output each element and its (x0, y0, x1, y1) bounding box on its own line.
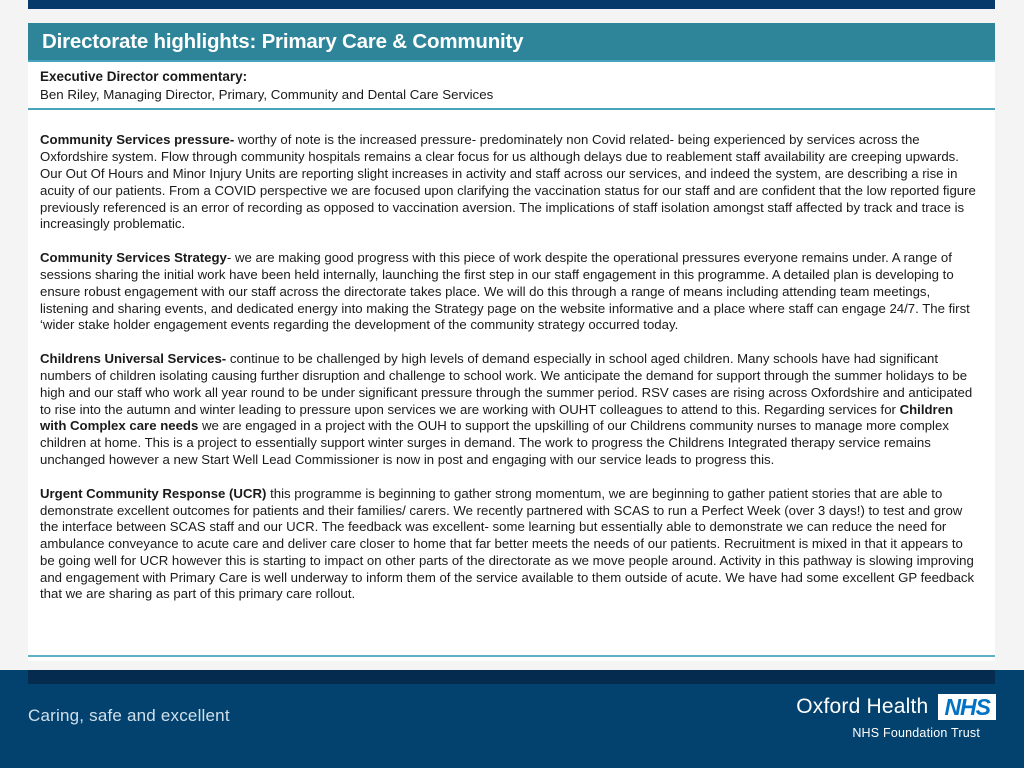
paragraph-text: worthy of note is the increased pressure- predominately non Covid related- being experienced by services across the Oxfordshire system. Flow through community hospitals remains a clear focus for us although delays due to reablement staff availability are creeping upwards. Our Out Of Hours and Minor Injury Units are reporting slight increases in activity and staff across our services, and indeed the system, are describing a rise in acuity of our patients. From a COVID perspective we are focused upon clarifying the vaccination status for our staff and are confident that the low reported figure previously referenced is an error of recording as opposed to vaccination aversion. The implications of staff isolation amongst staff affected by track and trace is increasingly problematic. (40, 132, 976, 232)
content-sheet (28, 60, 995, 661)
commentary-body (28, 110, 995, 603)
executive-commentary-block (28, 62, 995, 108)
commentary-label: Executive Director commentary: (40, 69, 248, 84)
commentary-author: Ben Riley, Managing Director, Primary, Community and Dental Care Services (40, 86, 494, 102)
paragraph-text-continued: we are engaged in a project with the OUH to support the upskilling of our Childrens community nurses to manage more complex children at home. This is a project to essentially support winter surges in demand. The work to progress the Childrens Integrated therapy service remains unchanged however a new Start Well Lead Commissioner is now in post and engaging with our service leads to progress this. (40, 418, 949, 467)
nhs-logo-icon (938, 694, 996, 720)
paragraph-text: this programme is beginning to gather strong momentum, we are beginning to gather patient stories that are able to demonstrate excellent outcomes for patients and their families/ carers. We recently partnered with SCAS to run a Perfect Week (over 3 days!) to test and grow the interface between SCAS staff and our UCR. The feedback was excellent- some learning but essentially able to demonstrate we can reduce the need for ambulance conveyance to acute care and deliver care closer to home that far better meets the needs of our patients. Recruitment is mixed in that it appears to be going well for UCR however this is starting to impact on other parts of the directorate as we move people around. Activity in this pathway is slowing improving and engagement with Primary Care is well underway to inform them of the service available to them outside of acute. We have had some excellent GP feedback that we are sharing as part of this primary care rollout. (40, 485, 975, 602)
footer-divider-group (28, 655, 995, 660)
oxford-health-nhs-logo (776, 694, 996, 740)
page-title: Directorate highlights: Primary Care & Community (42, 29, 524, 53)
footer-dark-strip (28, 670, 995, 684)
brand-subtitle: NHS Foundation Trust (852, 726, 980, 740)
paragraph-urgent-community-response (40, 486, 977, 604)
paragraph-lead-label: Urgent Community Response (UCR) (40, 485, 267, 501)
paragraph-lead-label: Community Services Strategy (40, 250, 227, 266)
paragraph-text: continue to be challenged by high levels of demand especially in school aged children. Many schools have had significant numbers of children isolating causing further disruption and challenge to school work. We anticipate the demand for support through the summer holidays to be high and our staff who work all year round to be under significant pressure through the summer period. RSV cases are rising across Oxfordshire and anticipated to rise into the autumn and winter leading to pressure upon services we are working with OUHT colleagues to attend to this. Regarding services for (40, 351, 973, 417)
paragraph-community-services-strategy (40, 250, 977, 334)
paragraph-childrens-universal-services (40, 351, 977, 469)
slide-title-band (28, 23, 995, 60)
slide-footer (0, 670, 1024, 768)
brand-row (776, 694, 996, 720)
top-accent-bar (28, 0, 995, 9)
paragraph-community-services-pressure (40, 132, 977, 233)
paragraph-text: - we are making good progress with this piece of work despite the operational pressures everyone remains under. A range of sessions sharing the initial work have been held internally, launching the first step in our staff engagement in this programme. A detailed plan is developing to ensure robust engagement with our staff across the directorate takes place. We will do this through a range of means including attending team meetings, listening and sharing events, and dedicated energy into making the Strategy page on the website informative and a place where staff can engage 24/7. The first ‘wider stake holder engagement events regarding the development of the community strategy occurred today. (40, 250, 970, 333)
paragraph-lead-label: Childrens Universal Services- (40, 351, 227, 367)
footer-rule-gap (28, 657, 995, 660)
nhs-logo-text: NHS (944, 694, 990, 720)
paragraph-inline-emphasis: Children with Complex care needs (40, 401, 954, 434)
paragraph-lead-label: Community Services pressure- (40, 132, 235, 148)
brand-name: Oxford Health (796, 695, 929, 718)
footer-tagline: Caring, safe and excellent (28, 706, 230, 725)
